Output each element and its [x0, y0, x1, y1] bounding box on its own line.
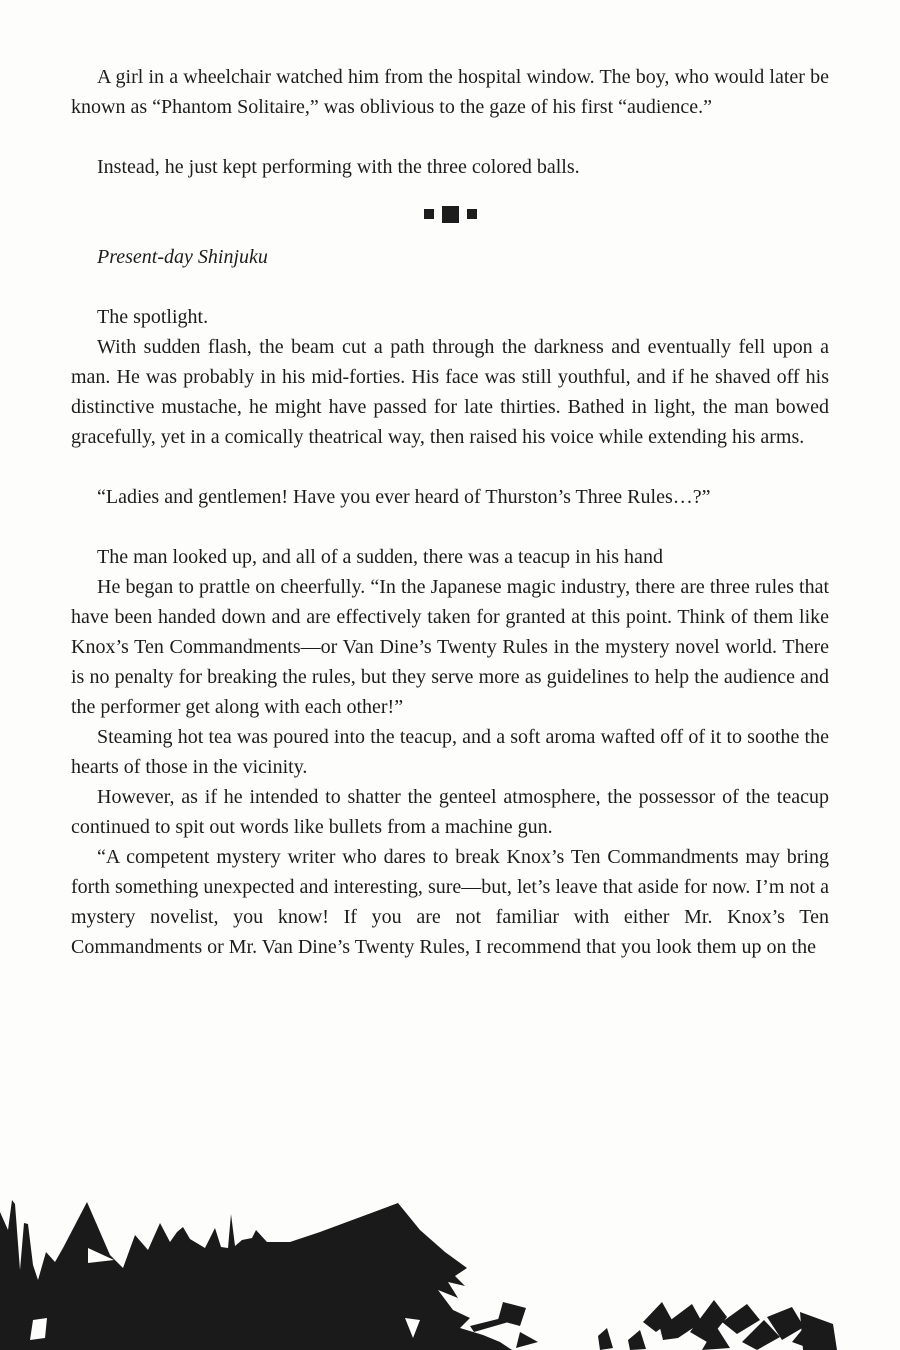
square-icon: [442, 206, 459, 223]
right-ink-shards: [598, 1300, 837, 1350]
scene-break-divider: [71, 205, 829, 223]
paragraph: Instead, he just kept performing with the three colored balls.: [97, 156, 580, 178]
paragraph: The spotlight.: [97, 306, 209, 328]
paragraph: “Ladies and gentlemen! Have you ever heard of Thurston’s Three Rules…?”: [97, 486, 711, 508]
paragraph: He began to prattle on cheerfully. “In the Japanese magic industry, there are three rules that have been handed down and are effectively taken for granted at this point. Think of them like Knox’s Ten Commandments—or Van Dine’s Twenty Rules in the mystery novel world. There is no penalty for breaking the rules, but they serve more as guidelines to help the audience and the performer get along with each other!”: [71, 576, 829, 718]
left-ink-mass: [0, 1200, 538, 1350]
square-icon: [424, 209, 434, 219]
paragraph: However, as if he intended to shatter the genteel atmosphere, the possessor of the teacup continued to spit out words like bullets from a machine gun.: [71, 786, 829, 838]
ink-shatter-illustration: [0, 1190, 900, 1350]
paragraph: The man looked up, and all of a sudden, there was a teacup in his hand: [97, 546, 663, 568]
paragraph: Steaming hot tea was poured into the teacup, and a soft aroma wafted off of it to soothe the hearts of those in the vicinity.: [71, 726, 829, 778]
paragraph: A girl in a wheelchair watched him from the hospital window. The boy, who would later be known as “Phantom Solitaire,” was oblivious to the gaze of his first “audience.”: [71, 66, 829, 118]
page-text: [71, 62, 829, 962]
paragraph: With sudden flash, the beam cut a path through the darkness and eventually fell upon a man. He was probably in his mid-forties. His face was still youthful, and if he shaved off his distinctive mustache, he might have passed for late thirties. Bathed in light, the man bowed gracefully, yet in a comically theatrical way, then raised his voice while extending his arms.: [71, 336, 829, 448]
paragraph: “A competent mystery writer who dares to break Knox’s Ten Commandments may bring forth something unexpected and interesting, sure—but, let’s leave that aside for now. I’m not a mystery novelist, you know! If you are not familiar with either Mr. Knox’s Ten Commandments or Mr. Van Dine’s Twenty Rules, I recommend that you look them up on the: [71, 846, 829, 958]
square-icon: [467, 209, 477, 219]
scene-setting-label: Present-day Shinjuku: [97, 246, 268, 268]
